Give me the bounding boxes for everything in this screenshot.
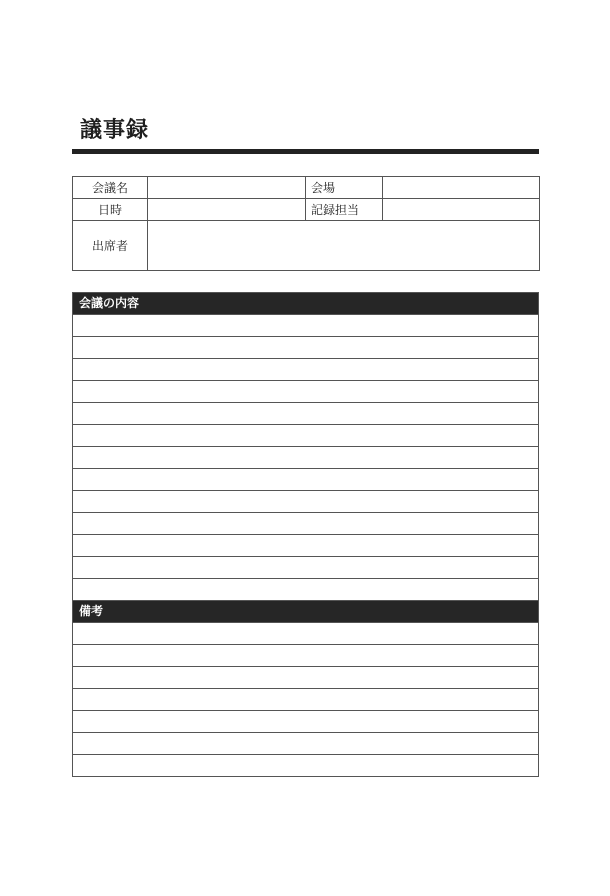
content-line-row[interactable]: [73, 556, 538, 578]
recorder-field[interactable]: [383, 199, 540, 221]
content-line-row[interactable]: [73, 314, 538, 336]
notes-lines[interactable]: [73, 622, 538, 776]
content-line-row[interactable]: [73, 336, 538, 358]
content-line-row[interactable]: [73, 358, 538, 380]
notes-line-row[interactable]: [73, 644, 538, 666]
venue-label: 会場: [306, 177, 383, 199]
document-title: 議事録: [80, 118, 150, 143]
info-row-attendees: [73, 221, 540, 271]
content-line-row[interactable]: [73, 446, 538, 468]
notes-line-row[interactable]: [73, 754, 538, 776]
meeting-content-section: [72, 292, 539, 777]
content-line-row[interactable]: [73, 402, 538, 424]
info-row-name-venue: [73, 177, 540, 199]
content-line-row[interactable]: [73, 468, 538, 490]
content-line-row[interactable]: [73, 512, 538, 534]
venue-field[interactable]: [383, 177, 540, 199]
notes-line-row[interactable]: [73, 732, 538, 754]
notes-header: 備考: [73, 600, 538, 622]
attendees-field[interactable]: [148, 221, 540, 271]
notes-line-row[interactable]: [73, 666, 538, 688]
notes-line-row[interactable]: [73, 622, 538, 644]
recorder-label: 記録担当: [306, 199, 383, 221]
title-underline: [72, 149, 539, 154]
content-line-row[interactable]: [73, 578, 538, 600]
content-line-row[interactable]: [73, 534, 538, 556]
date-label: 日時: [73, 199, 148, 221]
meeting-info-table: [72, 176, 540, 271]
date-field[interactable]: [148, 199, 306, 221]
meeting-content-header: 会議の内容: [73, 293, 538, 314]
notes-line-row[interactable]: [73, 710, 538, 732]
meeting-name-field[interactable]: [148, 177, 306, 199]
notes-line-row[interactable]: [73, 688, 538, 710]
attendees-label: 出席者: [73, 221, 148, 271]
content-line-row[interactable]: [73, 490, 538, 512]
content-line-row[interactable]: [73, 424, 538, 446]
info-row-date-recorder: [73, 199, 540, 221]
meeting-name-label: 会議名: [73, 177, 148, 199]
meeting-content-lines[interactable]: [73, 314, 538, 600]
content-line-row[interactable]: [73, 380, 538, 402]
